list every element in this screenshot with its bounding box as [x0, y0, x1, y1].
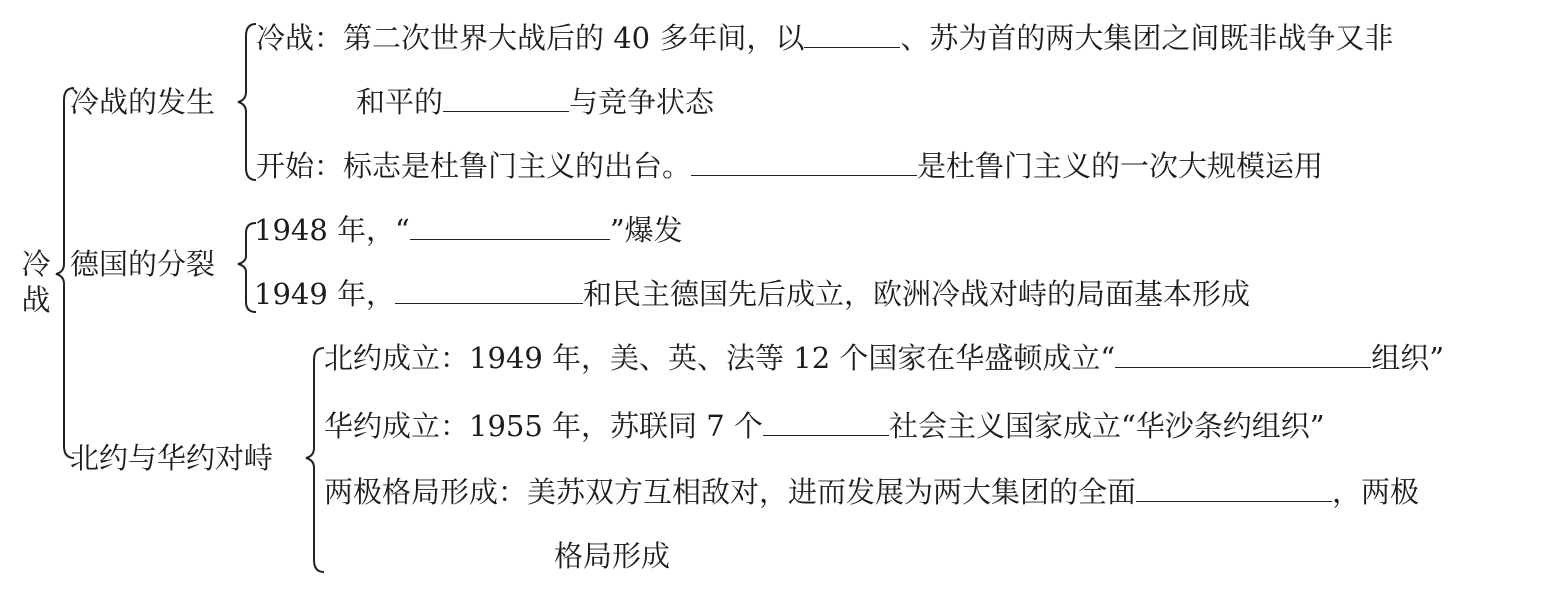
s3a-text1: 1949 年，美、英、法等 12 个国家在华盛顿成立“	[469, 341, 1116, 375]
s1b-text1: 标志是杜鲁门主义的出台。	[343, 149, 692, 183]
s2-1948-line	[254, 212, 683, 248]
s3-warsaw-line	[324, 408, 1325, 444]
blank-2[interactable]	[443, 85, 569, 112]
s2b-text2: 和民主德国先后成立，欧洲冷战对峙的局面基本形成	[583, 277, 1251, 311]
s2a-text1: 1948 年，“	[254, 213, 410, 247]
s1b-label: 开始：	[256, 149, 344, 183]
s3-nato-line	[324, 340, 1444, 376]
s1a-text3: 和平的	[356, 85, 444, 119]
s1-cold-war-line2	[356, 84, 714, 120]
s1a-text4: 与竞争状态	[569, 85, 715, 119]
root-title: 冷战	[21, 247, 51, 317]
s1-cold-war-line1	[256, 20, 1393, 56]
blank-1[interactable]	[804, 21, 900, 48]
s2b-text1: 1949 年，	[254, 277, 396, 311]
s1-bracket	[238, 24, 256, 180]
s3c-text1: 美苏双方互相敌对，进而发展为两大集团的全面	[527, 475, 1137, 509]
section-title-germany-split: 德国的分裂	[70, 247, 216, 281]
section-title-nato-warsaw: 北约与华约对峙	[70, 441, 274, 475]
blank-6[interactable]	[1115, 341, 1371, 368]
s3b-text2: 社会主义国家成立“华沙条约组织”	[888, 409, 1325, 443]
blank-7[interactable]	[763, 409, 889, 436]
s1a-text1: 第二次世界大战后的 40 多年间，以	[343, 21, 805, 55]
s2-1949-line	[254, 276, 1250, 312]
s3b-label: 华约成立：	[324, 409, 470, 443]
blank-3[interactable]	[691, 149, 917, 176]
blank-5[interactable]	[395, 277, 583, 304]
section-title-cold-war-origin: 冷战的发生	[70, 85, 216, 119]
s1a-label: 冷战：	[256, 21, 344, 55]
s3b-text1: 1955 年，苏联同 7 个	[469, 409, 763, 443]
s3c-text2: ，两极	[1332, 475, 1420, 509]
s3-bracket	[306, 348, 324, 572]
s1-start-line	[256, 148, 1323, 184]
s3-bipolar-line2: 格局形成	[554, 539, 671, 573]
blank-8[interactable]	[1136, 475, 1332, 502]
s3-bipolar-line1	[324, 474, 1419, 510]
blank-4[interactable]	[410, 213, 610, 240]
s2a-text2: ”爆发	[609, 213, 683, 247]
s3a-label: 北约成立：	[324, 341, 470, 375]
s1a-text2: 、苏为首的两大集团之间既非战争又非	[900, 21, 1394, 55]
s3c-label: 两极格局形成：	[324, 475, 528, 509]
s1b-text2: 是杜鲁门主义的一次大规模运用	[917, 149, 1324, 183]
s3a-text2: 组织”	[1371, 341, 1445, 375]
